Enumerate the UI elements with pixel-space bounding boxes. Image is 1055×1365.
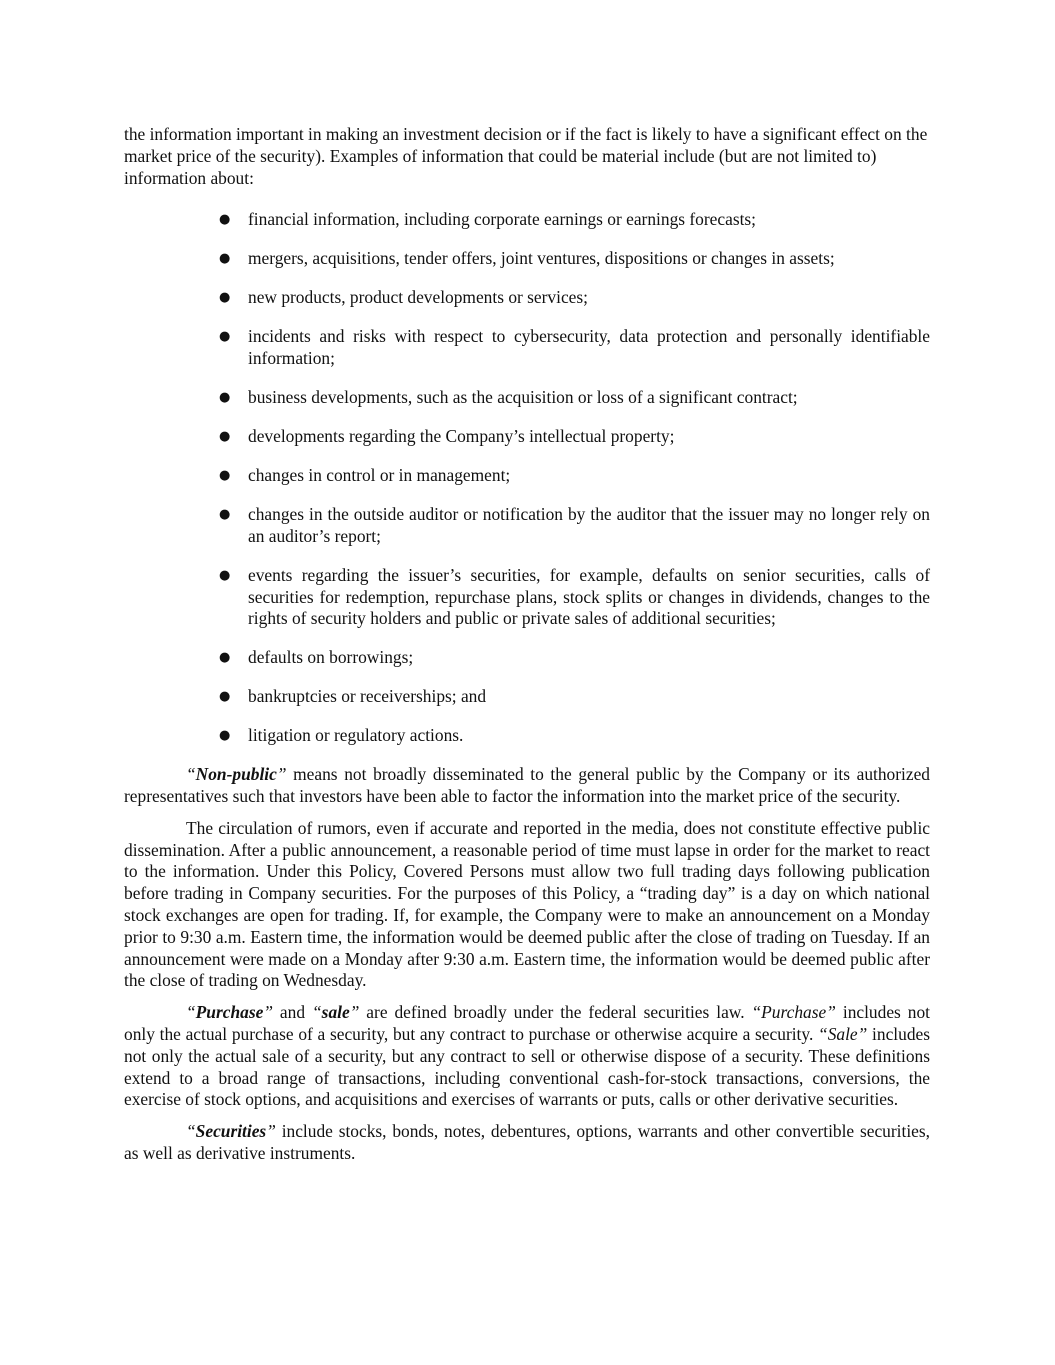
intro-paragraph: the information important in making an investment decision or if the fact is likely to have a significant effect on the market price of the security). Examples of information that could be material include (but are not limited to) information about: bbox=[124, 124, 928, 188]
bullet-icon: ● bbox=[219, 329, 231, 345]
purchase-sale-definition: “Purchase” and “sale” are defined broadly under the federal securities law. “Purchase” includes not only the actual purchase of a security, but any contract to purchase or otherwise acquire a security. “Sale” includes not only the actual sale of a security, but any contract to sell or otherwise dispose of a security. These definitions extend to a broad range of transactions, including conventional cash-for-stock transactions, conversions, the exercise of stock options, and acquisitions and exercises of warrants or puts, calls or other derivative securities. bbox=[124, 1002, 930, 1110]
bullet-icon: ● bbox=[219, 390, 231, 406]
bullet-icon: ● bbox=[219, 507, 231, 523]
defined-term-sale: sale bbox=[321, 1002, 350, 1023]
non-public-definition: “Non-public” means not broadly disseminated to the general public by the Company or its authorized representatives such that investors have been able to factor the information into the market price of the security. bbox=[124, 764, 930, 806]
list-item: ● mergers, acquisitions, tender offers, joint ventures, dispositions or changes in assets; bbox=[219, 248, 835, 269]
bullet-icon: ● bbox=[219, 212, 231, 228]
list-item: ● litigation or regulatory actions. bbox=[219, 725, 464, 746]
bullet-icon: ● bbox=[219, 251, 231, 267]
list-item: ● events regarding the issuer’s securities, for example, defaults on senior securities, calls of securities for redemption, repurchase plans, stock splits or changes in dividends, changes to the rights of security holders and public or private sales of additional securities; bbox=[219, 564, 930, 629]
bullet-icon: ● bbox=[219, 290, 231, 306]
bullet-icon: ● bbox=[219, 429, 231, 445]
list-item: ● incidents and risks with respect to cybersecurity, data protection and personally identifiable information; bbox=[219, 326, 930, 369]
rumors-paragraph: The circulation of rumors, even if accurate and reported in the media, does not constitute effective public dissemination. After a public announcement, a reasonable period of time must lapse in order for the market to react to the information. Under this Policy, Covered Persons must allow two full trading days following publication before trading in Company securities. For the purposes of this Policy, a “trading day” is a day on which national stock exchanges are open for trading. If, for example, the Company were to make an announcement on a Monday prior to 9:30 a.m. Eastern time, the information would be deemed public after the close of trading on Tuesday. If an announcement were made on a Monday after 9:30 a.m. Eastern time, the information would be deemed public after the close of trading on Wednesday. bbox=[124, 817, 930, 991]
list-item: ● business developments, such as the acquisition or loss of a significant contract; bbox=[219, 387, 798, 408]
list-item: ● defaults on borrowings; bbox=[219, 647, 414, 668]
bullet-icon: ● bbox=[219, 650, 231, 666]
list-item: ● developments regarding the Company’s intellectual property; bbox=[219, 426, 675, 447]
defined-term-purchase: Purchase bbox=[195, 1002, 264, 1023]
defined-term-non-public: Non-public bbox=[195, 764, 277, 785]
list-item: ● bankruptcies or receiverships; and bbox=[219, 686, 487, 707]
document-page bbox=[124, 124, 930, 1175]
bullet-icon: ● bbox=[219, 567, 231, 583]
list-item: ● changes in the outside auditor or notification by the auditor that the issuer may no longer rely on an auditor’s report; bbox=[219, 504, 930, 546]
list-item: ● new products, product developments or services; bbox=[219, 287, 588, 308]
bullet-icon: ● bbox=[219, 468, 231, 484]
securities-definition: “Securities” include stocks, bonds, notes, debentures, options, warrants and other convertible securities, as well as derivative instruments. bbox=[124, 1121, 930, 1163]
bullet-icon: ● bbox=[219, 728, 231, 744]
list-item: ● financial information, including corporate earnings or earnings forecasts; bbox=[219, 209, 757, 230]
list-item: ● changes in control or in management; bbox=[219, 465, 511, 486]
material-information-list bbox=[124, 209, 930, 747]
defined-term-securities: Securities bbox=[195, 1121, 267, 1142]
bullet-icon: ● bbox=[219, 689, 231, 705]
